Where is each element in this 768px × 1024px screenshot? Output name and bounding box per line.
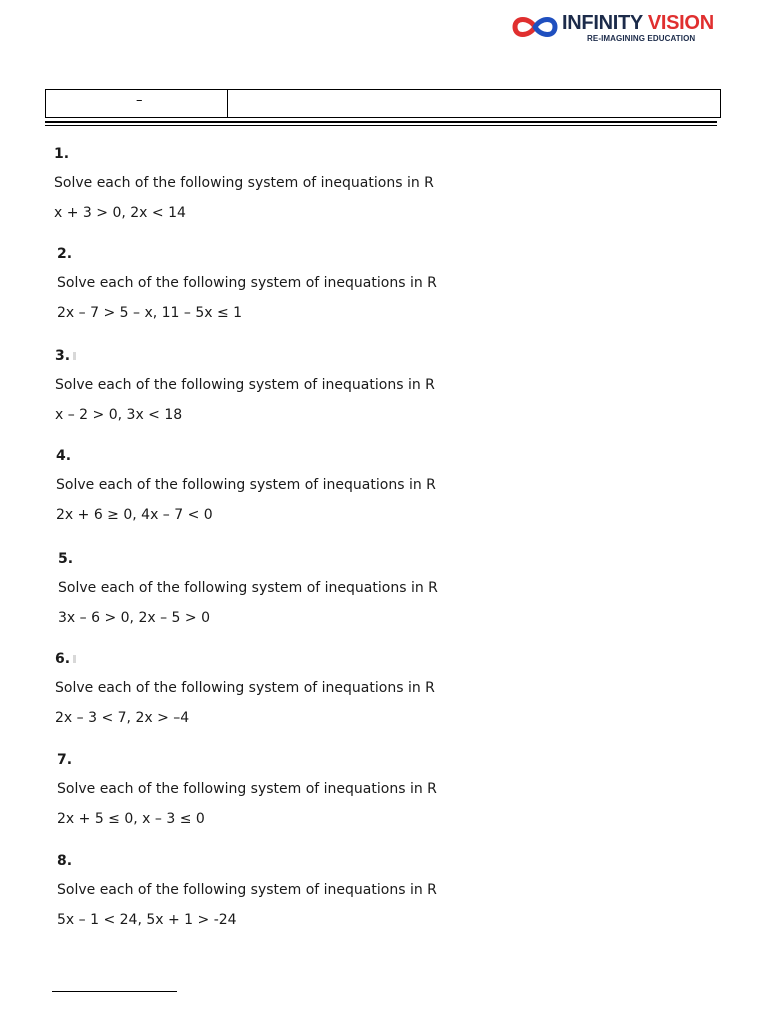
question-expression: 2x – 3 < 7, 2x > –4 [55,710,190,726]
question-expression: 5x – 1 < 24, 5x + 1 > -24 [57,912,237,928]
marker-icon [73,352,76,360]
question-prompt: Solve each of the following system of inequations in R [57,275,437,291]
question-expression: x – 2 > 0, 3x < 18 [55,407,183,423]
question-number [55,651,76,667]
question-number: 5. [58,551,74,567]
question-prompt: Solve each of the following system of inequations in R [55,377,435,393]
header-table [45,89,721,118]
question-number: 1. [54,146,70,162]
infinity-icon [511,14,559,40]
question-number [55,348,76,364]
header-rule-thick [45,121,717,123]
header-cell-left [46,90,228,117]
question-number: 2. [57,246,73,262]
footnote-rule [52,991,177,992]
header-rule-thin [45,125,717,126]
question-number: 8. [57,853,73,869]
question-prompt: Solve each of the following system of inequations in R [56,477,436,493]
question-expression: 2x + 6 ≥ 0, 4x – 7 < 0 [56,507,213,523]
question-prompt: Solve each of the following system of inequations in R [54,175,434,191]
header-cell-right [228,90,720,117]
logo-tagline: RE-IMAGINING EDUCATION [587,34,696,43]
question-expression: 3x – 6 > 0, 2x – 5 > 0 [58,610,210,626]
logo-word-vision: VISION [647,12,714,34]
question-number: 7. [57,752,73,768]
question-expression: x + 3 > 0, 2x < 14 [54,205,186,221]
question-number-text: 3. [55,348,71,364]
question-expression: 2x + 5 ≤ 0, x – 3 ≤ 0 [57,811,205,827]
marker-icon [73,655,76,663]
infinity-vision-logo [511,12,721,46]
logo-title [562,12,714,35]
question-expression: 2x – 7 > 5 – x, 11 – 5x ≤ 1 [57,305,243,321]
logo-word-infinity: INFINITY [562,12,643,34]
question-prompt: Solve each of the following system of inequations in R [57,781,437,797]
question-number: 4. [56,448,72,464]
header-cell-left-text: – [136,93,143,108]
question-prompt: Solve each of the following system of inequations in R [57,882,437,898]
question-prompt: Solve each of the following system of inequations in R [55,680,435,696]
question-number-text: 6. [55,651,71,667]
question-prompt: Solve each of the following system of inequations in R [58,580,438,596]
